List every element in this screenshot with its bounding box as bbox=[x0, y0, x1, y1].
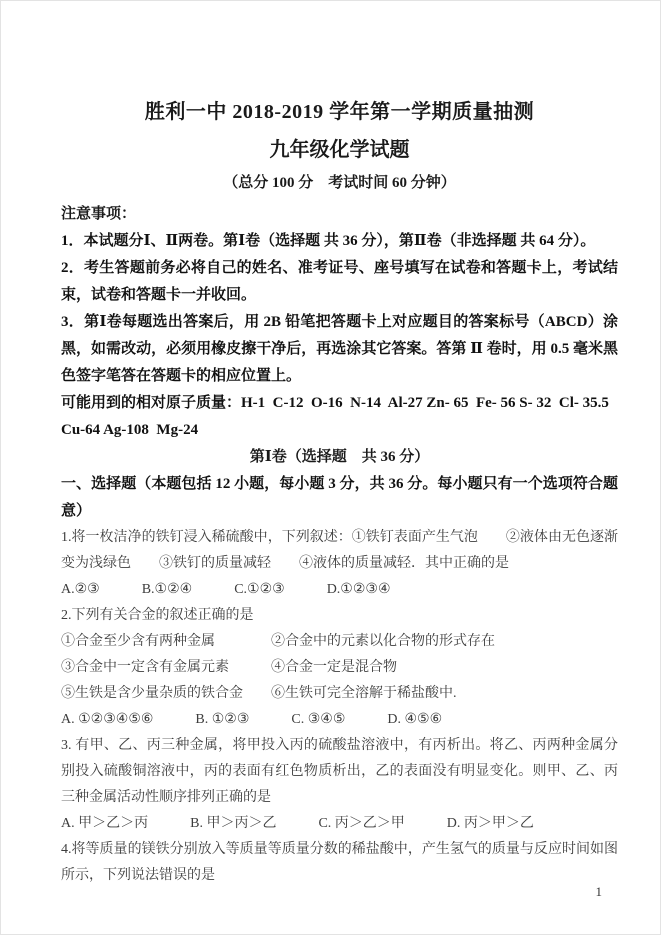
question-3-stem: 3. 有甲、乙、丙三种金属，将甲投入丙的硫酸盐溶液中，有丙析出。将乙、丙两种金属分别投入硫酸铜溶液中，丙的表面有红色物质析出，乙的表面没有明显变化。则甲、乙、丙三种金属活动性顺序排列正确的是 bbox=[61, 738, 618, 805]
section-instruction: 一、选择题（本题包括 12 小题，每小题 3 分，共 36 分。每小题只有一个选项符合题意） bbox=[61, 476, 618, 519]
page-content bbox=[1, 1, 660, 889]
section-heading: 第Ⅰ卷（选择题 共 36 分） bbox=[249, 449, 430, 465]
question-2-statement-2: ③合金中一定含有金属元素 ④合金一定是混合物 bbox=[61, 660, 397, 675]
question-2-options: A. ①②③④⑤⑥ B. ①②③ C. ③④⑤ D. ④⑤⑥ bbox=[61, 712, 443, 727]
exam-title: 胜利一中 2018-2019 学年第一学期质量抽测 bbox=[144, 101, 535, 123]
notice-heading: 注意事项： bbox=[61, 206, 137, 222]
question-1-options: A.②③ B.①②④ C.①②③ D.①②③④ bbox=[61, 582, 391, 597]
question-2-stem: 2.下列有关合金的叙述正确的是 bbox=[61, 608, 254, 623]
question-4-stem: 4.将等质量的镁铁分别放入等质量等质量分数的稀盐酸中，产生氢气的质量与反应时间如图所示，下列说法错误的是 bbox=[61, 842, 618, 883]
question-2-statement-3: ⑤生铁是含少量杂质的铁合金 ⑥生铁可完全溶解于稀盐酸中. bbox=[61, 686, 457, 701]
exam-meta: （总分 100 分 考试时间 60 分钟） bbox=[223, 175, 456, 191]
question-1-stem: 1.将一枚洁净的铁钉浸入稀硫酸中，下列叙述：①铁钉表面产生气泡 ②液体由无色逐渐变为浅绿色 ③铁钉的质量减轻 ④液体的质量减轻．其中正确的是 bbox=[61, 530, 618, 571]
notice-item-1: 1．本试题分Ⅰ、Ⅱ两卷。第Ⅰ卷（选择题 共 36 分），第Ⅱ卷（非选择题 共 64 分）。 bbox=[61, 233, 596, 249]
page-number: 1 bbox=[595, 884, 602, 899]
notice-item-2: 2．考生答题前务必将自己的姓名、准考证号、座号填写在试卷和答题卡上，考试结束，试卷和答题卡一并收回。 bbox=[61, 260, 618, 303]
question-3-options: A. 甲＞乙＞丙 B. 甲＞丙＞乙 C. 丙＞乙＞甲 D. 丙＞甲＞乙 bbox=[61, 816, 534, 831]
atomic-mass-line-1: 可能用到的相对原子质量：H-1 C-12 O-16 N-14 Al-27 Zn- 65 Fe- 56 S- 32 Cl- 35.5 bbox=[61, 395, 609, 411]
atomic-mass-line-2: Cu-64 Ag-108 Mg-24 bbox=[61, 422, 199, 438]
notice-item-3: 3．第Ⅰ卷每题选出答案后，用 2B 铅笔把答题卡上对应题目的答案标号（ABCD）涂黑，如需改动，必须用橡皮擦干净后，再选涂其它答案。答第 Ⅱ 卷时，用 0.5 毫米黑色签字笔答在答题卡的相应位置上。 bbox=[61, 314, 618, 384]
question-2-statement-1: ①合金至少含有两种金属 ②合金中的元素以化合物的形式存在 bbox=[61, 634, 495, 649]
exam-subtitle: 九年级化学试题 bbox=[269, 139, 410, 161]
